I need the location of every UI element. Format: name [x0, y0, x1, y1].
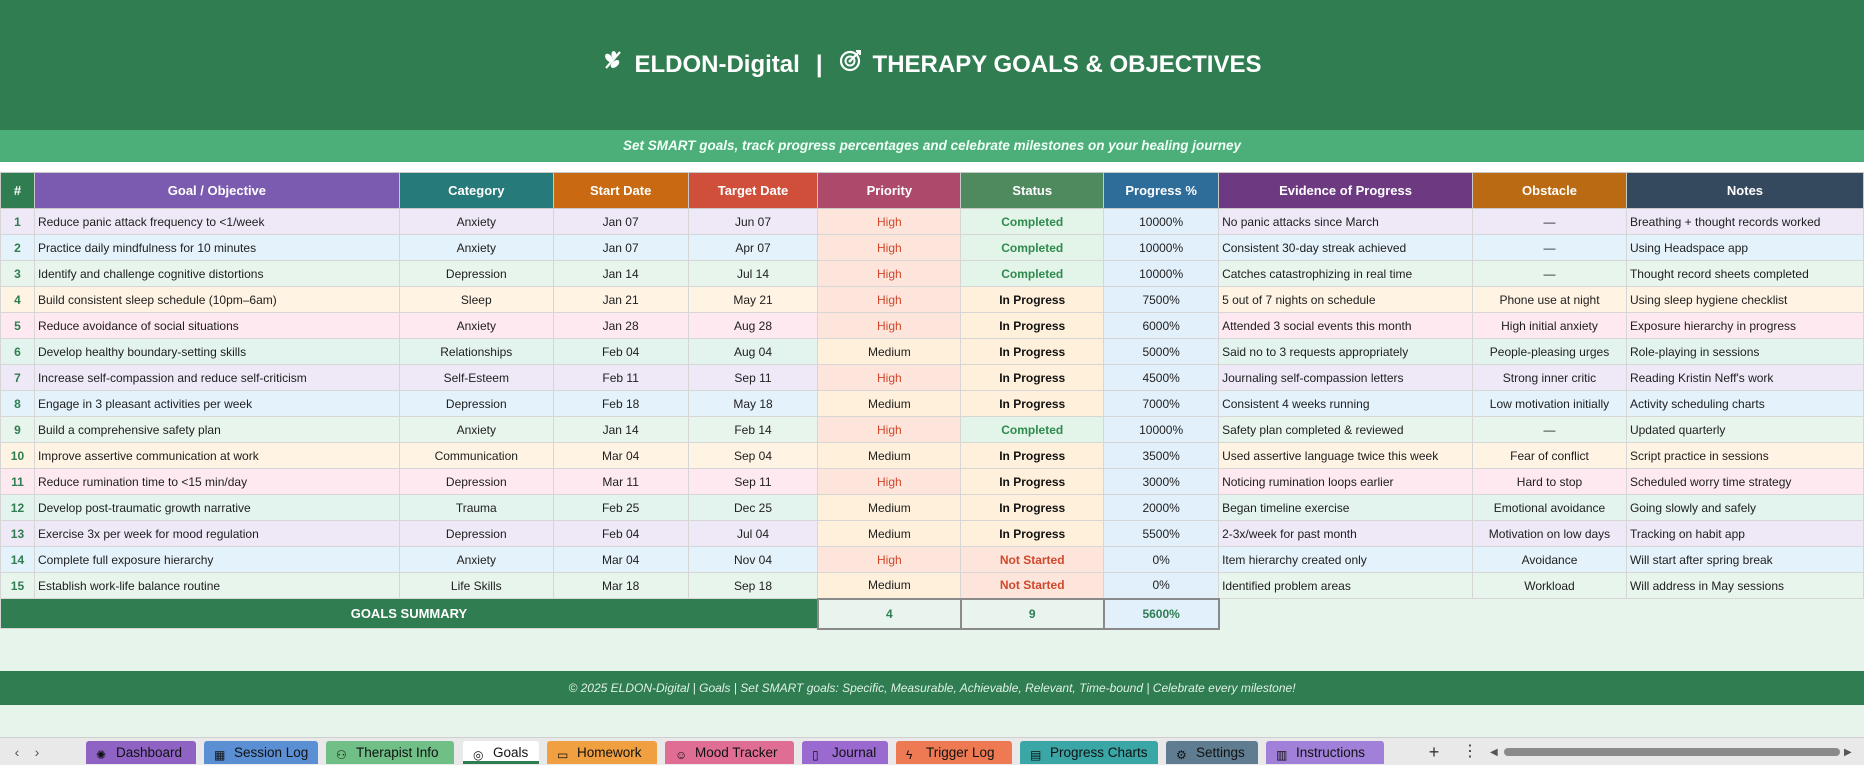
goals-table [0, 172, 1864, 630]
scroll-right-icon[interactable]: ▶ [1844, 747, 1852, 758]
cell-progress[interactable]: 3500% [1104, 443, 1219, 469]
column-header[interactable]: Category [399, 173, 553, 209]
cell-status[interactable]: Not Started [961, 547, 1104, 573]
cell-target[interactable]: Dec 25 [688, 495, 818, 521]
cell-evidence[interactable]: Attended 3 social events this month [1219, 313, 1473, 339]
cell-status[interactable]: In Progress [961, 391, 1104, 417]
cell-category[interactable]: Depression [399, 521, 553, 547]
cell-start[interactable]: Jan 14 [553, 261, 688, 287]
cell-status[interactable]: In Progress [961, 287, 1104, 313]
cell-num[interactable]: 6 [1, 339, 35, 365]
cell-priority[interactable]: Medium [818, 339, 961, 365]
tab-label: Progress Charts [1050, 745, 1148, 760]
cell-evidence[interactable]: Safety plan completed & reviewed [1219, 417, 1473, 443]
smiley-icon: ☺ [675, 748, 688, 762]
cell-evidence[interactable]: Used assertive language twice this week [1219, 443, 1473, 469]
empty-cell [1219, 599, 1473, 629]
cell-status[interactable]: Completed [961, 261, 1104, 287]
tab-label: Therapist Info [356, 745, 439, 760]
column-header[interactable]: Evidence of Progress [1219, 173, 1473, 209]
cell-num[interactable]: 8 [1, 391, 35, 417]
cell-target[interactable]: May 18 [688, 391, 818, 417]
cell-progress[interactable]: 3000% [1104, 469, 1219, 495]
cell-notes[interactable]: Using sleep hygiene checklist [1626, 287, 1863, 313]
cell-progress[interactable]: 7500% [1104, 287, 1219, 313]
cell-obstacle[interactable]: Avoidance [1473, 547, 1627, 573]
table-row [1, 495, 1864, 521]
cell-evidence[interactable]: Catches catastrophizing in real time [1219, 261, 1473, 287]
tab-label: Journal [832, 745, 877, 760]
cell-evidence[interactable]: Journaling self-compassion letters [1219, 365, 1473, 391]
cell-start[interactable]: Jan 07 [553, 209, 688, 235]
cell-status[interactable]: In Progress [961, 365, 1104, 391]
cell-priority[interactable]: Medium [818, 573, 961, 599]
person-icon: ⚇ [336, 748, 347, 762]
cell-priority[interactable]: High [818, 365, 961, 391]
table-row [1, 391, 1864, 417]
cell-evidence[interactable]: Noticing rumination loops earlier [1219, 469, 1473, 495]
cell-evidence[interactable]: Said no to 3 requests appropriately [1219, 339, 1473, 365]
lightning-icon: ϟ [906, 748, 913, 762]
cell-start[interactable]: Mar 04 [553, 443, 688, 469]
tab-label: Instructions [1296, 745, 1366, 760]
cell-progress[interactable]: 6000% [1104, 313, 1219, 339]
cell-evidence[interactable]: Consistent 30-day streak achieved [1219, 235, 1473, 261]
open-book-icon: ▥ [1276, 748, 1288, 762]
summary-in-progress[interactable]: 9 [961, 599, 1104, 629]
cell-priority[interactable]: Medium [818, 443, 961, 469]
tab-dashboard[interactable] [86, 741, 196, 764]
scrollbar-thumb[interactable] [1504, 748, 1840, 756]
cell-category[interactable]: Depression [399, 261, 553, 287]
cell-goal[interactable]: Improve assertive communication at work [34, 443, 399, 469]
gear-icon: ⚙ [1176, 748, 1187, 762]
cell-target[interactable]: May 21 [688, 287, 818, 313]
cell-target[interactable]: Sep 11 [688, 365, 818, 391]
cell-start[interactable]: Mar 04 [553, 547, 688, 573]
tab-session-log[interactable] [204, 741, 318, 764]
prev-sheet-icon[interactable]: ‹ [14, 744, 20, 760]
table-row [1, 339, 1864, 365]
cell-status[interactable]: Completed [961, 209, 1104, 235]
cell-priority[interactable]: High [818, 235, 961, 261]
more-options-icon[interactable]: ⋮ [1462, 743, 1478, 760]
cell-start[interactable]: Mar 11 [553, 469, 688, 495]
cell-category[interactable]: Anxiety [399, 235, 553, 261]
table-row [1, 287, 1864, 313]
cell-num[interactable]: 15 [1, 573, 35, 599]
cell-num[interactable]: 10 [1, 443, 35, 469]
cell-evidence[interactable]: No panic attacks since March [1219, 209, 1473, 235]
subtitle-bar: Set SMART goals, track progress percentages and celebrate milestones on your healing journey [0, 130, 1864, 162]
cell-num[interactable]: 9 [1, 417, 35, 443]
cell-status[interactable]: In Progress [961, 313, 1104, 339]
cell-target[interactable]: Jul 14 [688, 261, 818, 287]
cell-obstacle[interactable]: Phone use at night [1473, 287, 1627, 313]
cell-num[interactable]: 1 [1, 209, 35, 235]
cell-category[interactable]: Communication [399, 443, 553, 469]
cell-goal[interactable]: Develop post-traumatic growth narrative [34, 495, 399, 521]
column-header[interactable]: Start Date [553, 173, 688, 209]
scroll-left-icon[interactable]: ◀ [1490, 747, 1498, 758]
cell-notes[interactable]: Thought record sheets completed [1626, 261, 1863, 287]
table-row [1, 469, 1864, 495]
cell-status[interactable]: Completed [961, 235, 1104, 261]
cell-category[interactable]: Sleep [399, 287, 553, 313]
table-row [1, 521, 1864, 547]
summary-row [1, 599, 1864, 629]
cell-notes[interactable]: Breathing + thought records worked [1626, 209, 1863, 235]
cell-status[interactable]: In Progress [961, 443, 1104, 469]
cell-notes[interactable]: Using Headspace app [1626, 235, 1863, 261]
cell-num[interactable]: 4 [1, 287, 35, 313]
cell-obstacle[interactable]: Fear of conflict [1473, 443, 1627, 469]
column-header[interactable]: Goal / Objective [34, 173, 399, 209]
cell-evidence[interactable]: Item hierarchy created only [1219, 547, 1473, 573]
cell-goal[interactable]: Build consistent sleep schedule (10pm–6am) [34, 287, 399, 313]
cell-notes[interactable]: Script practice in sessions [1626, 443, 1863, 469]
cell-priority[interactable]: High [818, 287, 961, 313]
cell-category[interactable]: Relationships [399, 339, 553, 365]
page-heading: THERAPY GOALS & OBJECTIVES [872, 50, 1262, 78]
cell-start[interactable]: Mar 18 [553, 573, 688, 599]
table-row [1, 547, 1864, 573]
cell-priority[interactable]: Medium [818, 391, 961, 417]
cell-notes[interactable]: Activity scheduling charts [1626, 391, 1863, 417]
cell-progress[interactable]: 10000% [1104, 261, 1219, 287]
cell-notes[interactable]: Role-playing in sessions [1626, 339, 1863, 365]
sheet-tab-bar [0, 737, 1864, 765]
cell-status[interactable]: In Progress [961, 521, 1104, 547]
cell-progress[interactable]: 2000% [1104, 495, 1219, 521]
cell-obstacle[interactable]: Low motivation initially [1473, 391, 1627, 417]
cell-evidence[interactable]: Began timeline exercise [1219, 495, 1473, 521]
cell-goal[interactable]: Practice daily mindfulness for 10 minutes [34, 235, 399, 261]
tab-journal[interactable] [802, 741, 888, 764]
cell-start[interactable]: Jan 28 [553, 313, 688, 339]
cell-target[interactable]: Aug 28 [688, 313, 818, 339]
cell-target[interactable]: Apr 07 [688, 235, 818, 261]
cell-obstacle[interactable]: — [1473, 261, 1627, 287]
summary-avg-progress[interactable]: 5600% [1104, 599, 1219, 629]
cell-obstacle[interactable]: People-pleasing urges [1473, 339, 1627, 365]
cell-progress[interactable]: 0% [1104, 573, 1219, 599]
cell-notes[interactable]: Scheduled worry time strategy [1626, 469, 1863, 495]
cell-progress[interactable]: 10000% [1104, 417, 1219, 443]
cell-num[interactable]: 2 [1, 235, 35, 261]
cell-priority[interactable]: High [818, 209, 961, 235]
cell-status[interactable]: Completed [961, 417, 1104, 443]
cell-priority[interactable]: Medium [818, 495, 961, 521]
cell-progress[interactable]: 5500% [1104, 521, 1219, 547]
table-row [1, 443, 1864, 469]
cell-num[interactable]: 14 [1, 547, 35, 573]
tab-label: Mood Tracker [695, 745, 778, 760]
tab-instructions[interactable] [1266, 741, 1384, 764]
cell-num[interactable]: 7 [1, 365, 35, 391]
cell-target[interactable]: Sep 18 [688, 573, 818, 599]
column-header[interactable]: Target Date [688, 173, 818, 209]
target-icon: ◎ [473, 748, 484, 762]
cell-goal[interactable]: Establish work-life balance routine [34, 573, 399, 599]
table-row [1, 365, 1864, 391]
cell-start[interactable]: Feb 18 [553, 391, 688, 417]
cell-target[interactable]: Sep 11 [688, 469, 818, 495]
cell-goal[interactable]: Develop healthy boundary-setting skills [34, 339, 399, 365]
cell-progress[interactable]: 7000% [1104, 391, 1219, 417]
cell-obstacle[interactable]: Motivation on low days [1473, 521, 1627, 547]
book-icon: ▭ [557, 748, 569, 762]
sprout-icon [602, 49, 624, 78]
cell-goal[interactable]: Complete full exposure hierarchy [34, 547, 399, 573]
tab-progress-charts[interactable] [1020, 741, 1158, 764]
cell-notes[interactable]: Tracking on habit app [1626, 521, 1863, 547]
cell-num[interactable]: 11 [1, 469, 35, 495]
cell-category[interactable]: Trauma [399, 495, 553, 521]
calendar-icon: ▦ [214, 748, 226, 762]
chart-icon: ▤ [1030, 748, 1042, 762]
cell-category[interactable]: Anxiety [399, 209, 553, 235]
cell-category[interactable]: Self-Esteem [399, 365, 553, 391]
cell-start[interactable]: Jan 14 [553, 417, 688, 443]
cell-obstacle[interactable]: Workload [1473, 573, 1627, 599]
cell-progress[interactable]: 0% [1104, 547, 1219, 573]
cell-num[interactable]: 13 [1, 521, 35, 547]
cell-category[interactable]: Life Skills [399, 573, 553, 599]
cell-start[interactable]: Feb 11 [553, 365, 688, 391]
empty-cell [1473, 599, 1627, 629]
cell-goal[interactable]: Engage in 3 pleasant activities per week [34, 391, 399, 417]
cell-evidence[interactable]: 5 out of 7 nights on schedule [1219, 287, 1473, 313]
cell-category[interactable]: Anxiety [399, 547, 553, 573]
cell-evidence[interactable]: Consistent 4 weeks running [1219, 391, 1473, 417]
tab-mood-tracker[interactable] [665, 741, 794, 764]
cell-start[interactable]: Feb 04 [553, 521, 688, 547]
cell-obstacle[interactable]: — [1473, 417, 1627, 443]
next-sheet-icon[interactable]: › [34, 744, 40, 760]
column-header[interactable]: Notes [1626, 173, 1863, 209]
cell-num[interactable]: 5 [1, 313, 35, 339]
cell-target[interactable]: Jun 07 [688, 209, 818, 235]
cell-status[interactable]: In Progress [961, 469, 1104, 495]
tab-label: Settings [1196, 745, 1245, 760]
add-sheet-button[interactable]: + [1428, 742, 1440, 762]
horizontal-scrollbar[interactable] [1490, 738, 1864, 765]
cell-goal[interactable]: Exercise 3x per week for mood regulation [34, 521, 399, 547]
column-header[interactable]: Obstacle [1473, 173, 1627, 209]
cell-obstacle[interactable]: Hard to stop [1473, 469, 1627, 495]
cell-start[interactable]: Feb 04 [553, 339, 688, 365]
cell-goal[interactable]: Reduce avoidance of social situations [34, 313, 399, 339]
cell-target[interactable]: Sep 04 [688, 443, 818, 469]
cell-notes[interactable]: Updated quarterly [1626, 417, 1863, 443]
cell-priority[interactable]: Medium [818, 521, 961, 547]
summary-completed[interactable]: 4 [818, 599, 961, 629]
cell-evidence[interactable]: Identified problem areas [1219, 573, 1473, 599]
cell-category[interactable]: Anxiety [399, 417, 553, 443]
table-header-row [1, 173, 1864, 209]
cell-notes[interactable]: Exposure hierarchy in progress [1626, 313, 1863, 339]
cell-num[interactable]: 3 [1, 261, 35, 287]
page-title [0, 48, 1864, 83]
footer-bar: © 2025 ELDON-Digital | Goals | Set SMART goals: Specific, Measurable, Achievable, Relevant, Time-bound | Celebrate every milestone! [0, 671, 1864, 705]
cell-obstacle[interactable]: Emotional avoidance [1473, 495, 1627, 521]
cell-start[interactable]: Feb 25 [553, 495, 688, 521]
brand-name: ELDON-Digital [634, 50, 800, 78]
cell-target[interactable]: Aug 04 [688, 339, 818, 365]
table-row [1, 417, 1864, 443]
sun-icon: ✺ [96, 748, 107, 762]
summary-label: GOALS SUMMARY [1, 599, 818, 629]
tab-label: Dashboard [116, 745, 183, 760]
cell-status[interactable]: In Progress [961, 495, 1104, 521]
cell-priority[interactable]: High [818, 261, 961, 287]
table-row [1, 573, 1864, 599]
column-header[interactable]: Priority [818, 173, 961, 209]
tab-label: Goals [493, 745, 529, 760]
cell-obstacle[interactable]: Strong inner critic [1473, 365, 1627, 391]
title-separator: | [815, 50, 823, 78]
cell-priority[interactable]: High [818, 547, 961, 573]
tab-therapist-info[interactable] [326, 741, 454, 764]
table-row [1, 313, 1864, 339]
tab-trigger-log[interactable] [896, 741, 1012, 764]
cell-notes[interactable]: Reading Kristin Neff's work [1626, 365, 1863, 391]
cell-progress[interactable]: 5000% [1104, 339, 1219, 365]
cell-goal[interactable]: Increase self-compassion and reduce self-criticism [34, 365, 399, 391]
table-row [1, 209, 1864, 235]
cell-goal[interactable]: Identify and challenge cognitive distortions [34, 261, 399, 287]
column-header[interactable]: Status [961, 173, 1104, 209]
cell-evidence[interactable]: 2-3x/week for past month [1219, 521, 1473, 547]
cell-progress[interactable]: 10000% [1104, 209, 1219, 235]
cell-start[interactable]: Jan 21 [553, 287, 688, 313]
cell-notes[interactable]: Going slowly and safely [1626, 495, 1863, 521]
header-banner [0, 0, 1864, 130]
tab-label: Session Log [234, 745, 309, 760]
cell-target[interactable]: Feb 14 [688, 417, 818, 443]
cell-priority[interactable]: High [818, 417, 961, 443]
cell-priority[interactable]: High [818, 469, 961, 495]
empty-cell [1626, 599, 1863, 629]
tab-settings[interactable] [1166, 741, 1258, 764]
cell-obstacle[interactable]: — [1473, 209, 1627, 235]
cell-target[interactable]: Nov 04 [688, 547, 818, 573]
cell-category[interactable]: Depression [399, 469, 553, 495]
column-header[interactable]: # [1, 173, 35, 209]
cell-notes[interactable]: Will address in May sessions [1626, 573, 1863, 599]
cell-goal[interactable]: Reduce panic attack frequency to <1/week [34, 209, 399, 235]
tab-goals[interactable] [463, 741, 539, 764]
tab-homework[interactable] [547, 741, 657, 764]
cell-progress[interactable]: 10000% [1104, 235, 1219, 261]
cell-notes[interactable]: Will start after spring break [1626, 547, 1863, 573]
cell-progress[interactable]: 4500% [1104, 365, 1219, 391]
cell-goal[interactable]: Reduce rumination time to <15 min/day [34, 469, 399, 495]
cell-obstacle[interactable]: — [1473, 235, 1627, 261]
table-row [1, 261, 1864, 287]
spacer-row [0, 162, 1864, 172]
target-icon [839, 48, 863, 79]
column-header[interactable]: Progress % [1104, 173, 1219, 209]
tab-label: Trigger Log [926, 745, 995, 760]
cell-num[interactable]: 12 [1, 495, 35, 521]
cell-start[interactable]: Jan 07 [553, 235, 688, 261]
notebook-icon: ▯ [812, 748, 819, 762]
cell-status[interactable]: Not Started [961, 573, 1104, 599]
table-row [1, 235, 1864, 261]
cell-status[interactable]: In Progress [961, 339, 1104, 365]
cell-goal[interactable]: Build a comprehensive safety plan [34, 417, 399, 443]
cell-obstacle[interactable]: High initial anxiety [1473, 313, 1627, 339]
cell-category[interactable]: Depression [399, 391, 553, 417]
cell-target[interactable]: Jul 04 [688, 521, 818, 547]
cell-category[interactable]: Anxiety [399, 313, 553, 339]
tab-label: Homework [577, 745, 642, 760]
cell-priority[interactable]: High [818, 313, 961, 339]
